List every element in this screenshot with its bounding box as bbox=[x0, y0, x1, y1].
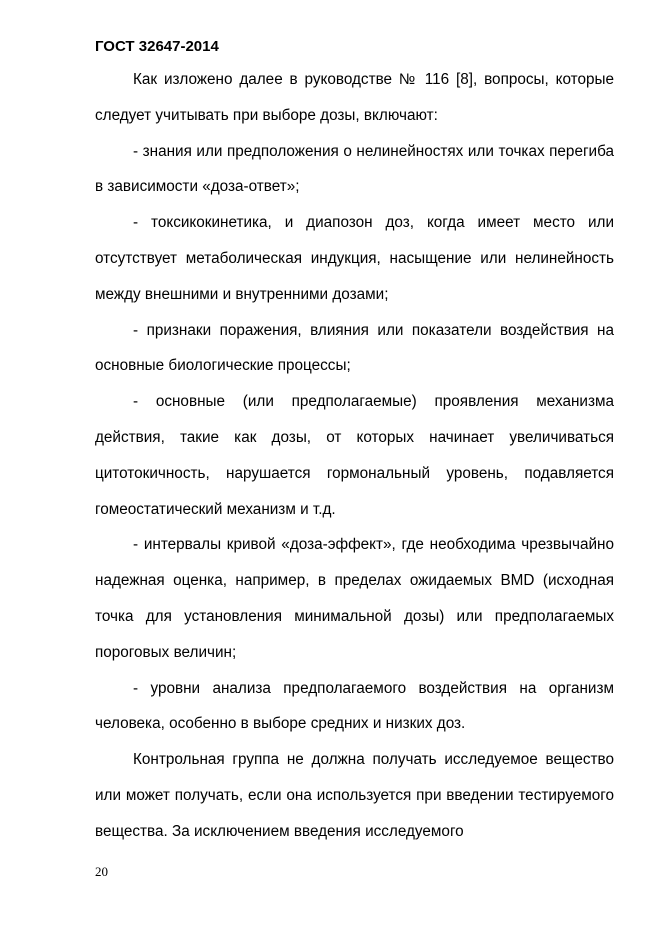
list-item: - интервалы кривой «доза-эффект», где необходима чрезвычайно надежная оценка, например, в пределах ожидаемых BMD (исходная точка для установления минимальной дозы) или предполагаемых пороговых величин; bbox=[95, 536, 614, 661]
list-item: - токсикокинетика, и диапозон доз, когда имеет место или отсутствует метаболическая индукция, насыщение или нелинейность между внешними и внутренними дозами; bbox=[95, 214, 614, 303]
list-item: - основные (или предполагаемые) проявления механизма действия, такие как дозы, от которых начинает увеличиваться цитотокичность, нарушается гормональный уровень, подавляется гомеостатический механизм и т.д. bbox=[95, 393, 614, 518]
list-item: - признаки поражения, влияния или показатели воздействия на основные биологические процессы; bbox=[95, 321, 614, 375]
page-number: 20 bbox=[95, 864, 108, 879]
paragraph-intro: Как изложено далее в руководстве № 116 [8], вопросы, которые следует учитывать при выборе дозы, включают: bbox=[95, 71, 614, 124]
list-item: - уровни анализа предполагаемого воздействия на организм человека, особенно в выборе средних и низких доз. bbox=[95, 679, 614, 733]
paragraph-control-group: Контрольная группа не должна получать исследуемое вещество или может получать, если она используется при введении тестируемого вещества. За исключением введения исследуемого bbox=[95, 751, 614, 840]
document-body bbox=[95, 62, 614, 850]
list-item: - знания или предположения о нелинейностях или точках перегиба в зависимости «доза-ответ»; bbox=[95, 142, 614, 196]
document-header: ГОСТ 32647-2014 bbox=[95, 38, 219, 55]
